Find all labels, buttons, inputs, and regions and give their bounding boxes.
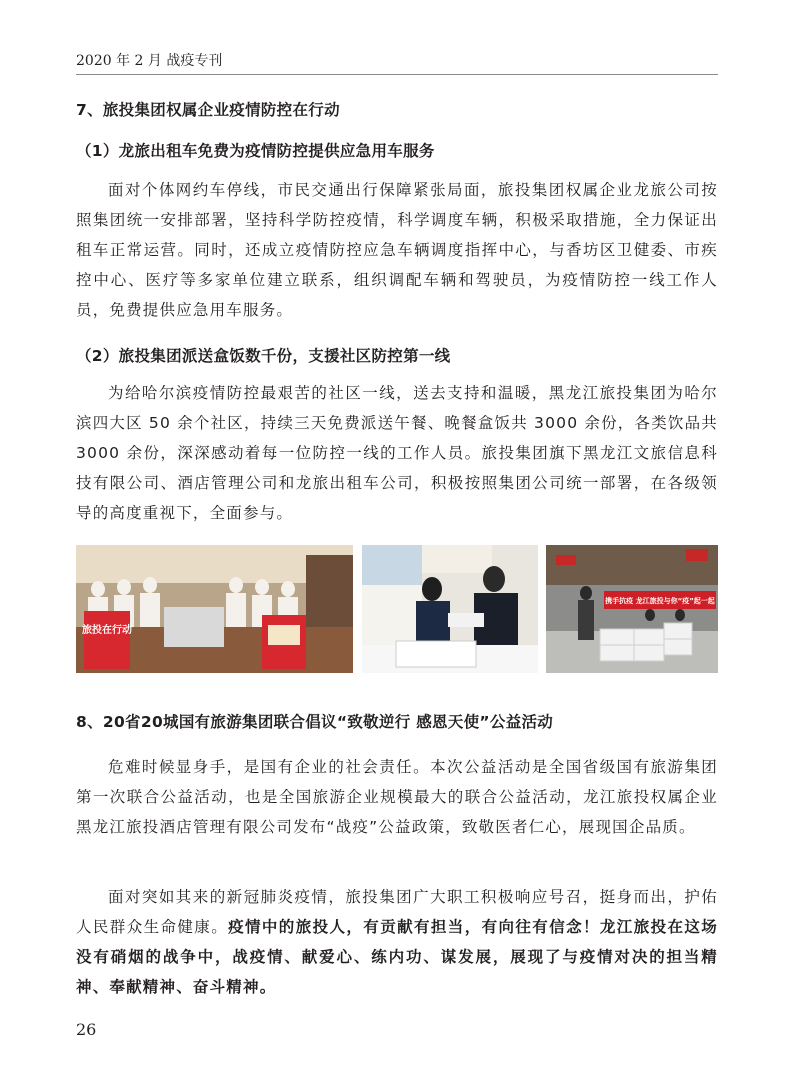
section-8-paragraph-1: 危难时候显身手，是国有企业的社会责任。本次公益活动是全国省级国有旅游集团第一次联合公益活动，也是全国旅游企业规模最大的联合公益活动，龙江旅投权属企业黑龙江旅投酒店管理有限公司发布“战疫”公益政策，致敬医者仁心，展现国企品质。 <box>76 758 718 836</box>
header-divider <box>76 74 718 75</box>
page-number: 26 <box>76 1020 97 1039</box>
subsection-1-heading: （1）龙旅出租车免费为疫情防控提供应急用车服务 <box>76 142 435 160</box>
paragraph-2-normal-text: 面对突如其来的新冠肺炎疫情，旅投集团广大职工积极响应号召，挺身而出，护佑人民群众生命健康。 <box>76 888 718 936</box>
photo-donation-boxes <box>546 545 718 673</box>
photo-meal-handover <box>362 545 538 673</box>
section-8-paragraph-2 <box>76 882 718 1002</box>
section-7-heading: 7、旅投集团权属企业疫情防控在行动 <box>76 101 340 119</box>
section-8-heading: 8、20省20城国有旅游集团联合倡议“致敬逆行 感恩天使”公益活动 <box>76 713 554 731</box>
subsection-2-heading: （2）旅投集团派送盒饭数千份，支援社区防控第一线 <box>76 347 451 365</box>
photo-staff-group <box>76 545 353 673</box>
subsection-2-paragraph: 为给哈尔滨疫情防控最艰苦的社区一线，送去支持和温暖，黑龙江旅投集团为哈尔滨四大区 50 余个社区，持续三天免费派送午餐、晚餐盒饭共 3000 余份，各类饮品共 3000 余份，深深感动着每一位防控一线的工作人员。旅投集团旗下黑龙江文旅信息科技有限公司、酒店管理公司和龙旅出租车公司，积极按照集团公司统一部署，在各级领导的高度重视下，全面参与。 <box>76 384 718 522</box>
paragraph-2-bold-text: 疫情中的旅投人，有贡献有担当，有向往有信念！龙江旅投在这场没有硝烟的战争中，战疫情、献爱心、练内功、谋发展，展现了与疫情对决的担当精神、奉献精神、奋斗精神。 <box>76 918 718 996</box>
subsection-1-paragraph: 面对个体网约车停线，市民交通出行保障紧张局面，旅投集团权属企业龙旅公司按照集团统一安排部署，坚持科学防控疫情，科学调度车辆，积极采取措施，全力保证出租车正常运营。同时，还成立疫情防控应急车辆调度指挥中心，与香坊区卫健委、市疾控中心、医疗等多家单位建立联系，组织调配车辆和驾驶员，为疫情防控一线工作人员，免费提供应急用车服务。 <box>76 181 718 319</box>
photo-sign-text: 旅投在行动 <box>82 625 132 636</box>
photo-banner-text: 携手抗疫 龙江旅投与你“疫”起一起 <box>605 597 715 605</box>
running-header: 2020 年 2 月 战疫专刊 <box>76 53 223 69</box>
